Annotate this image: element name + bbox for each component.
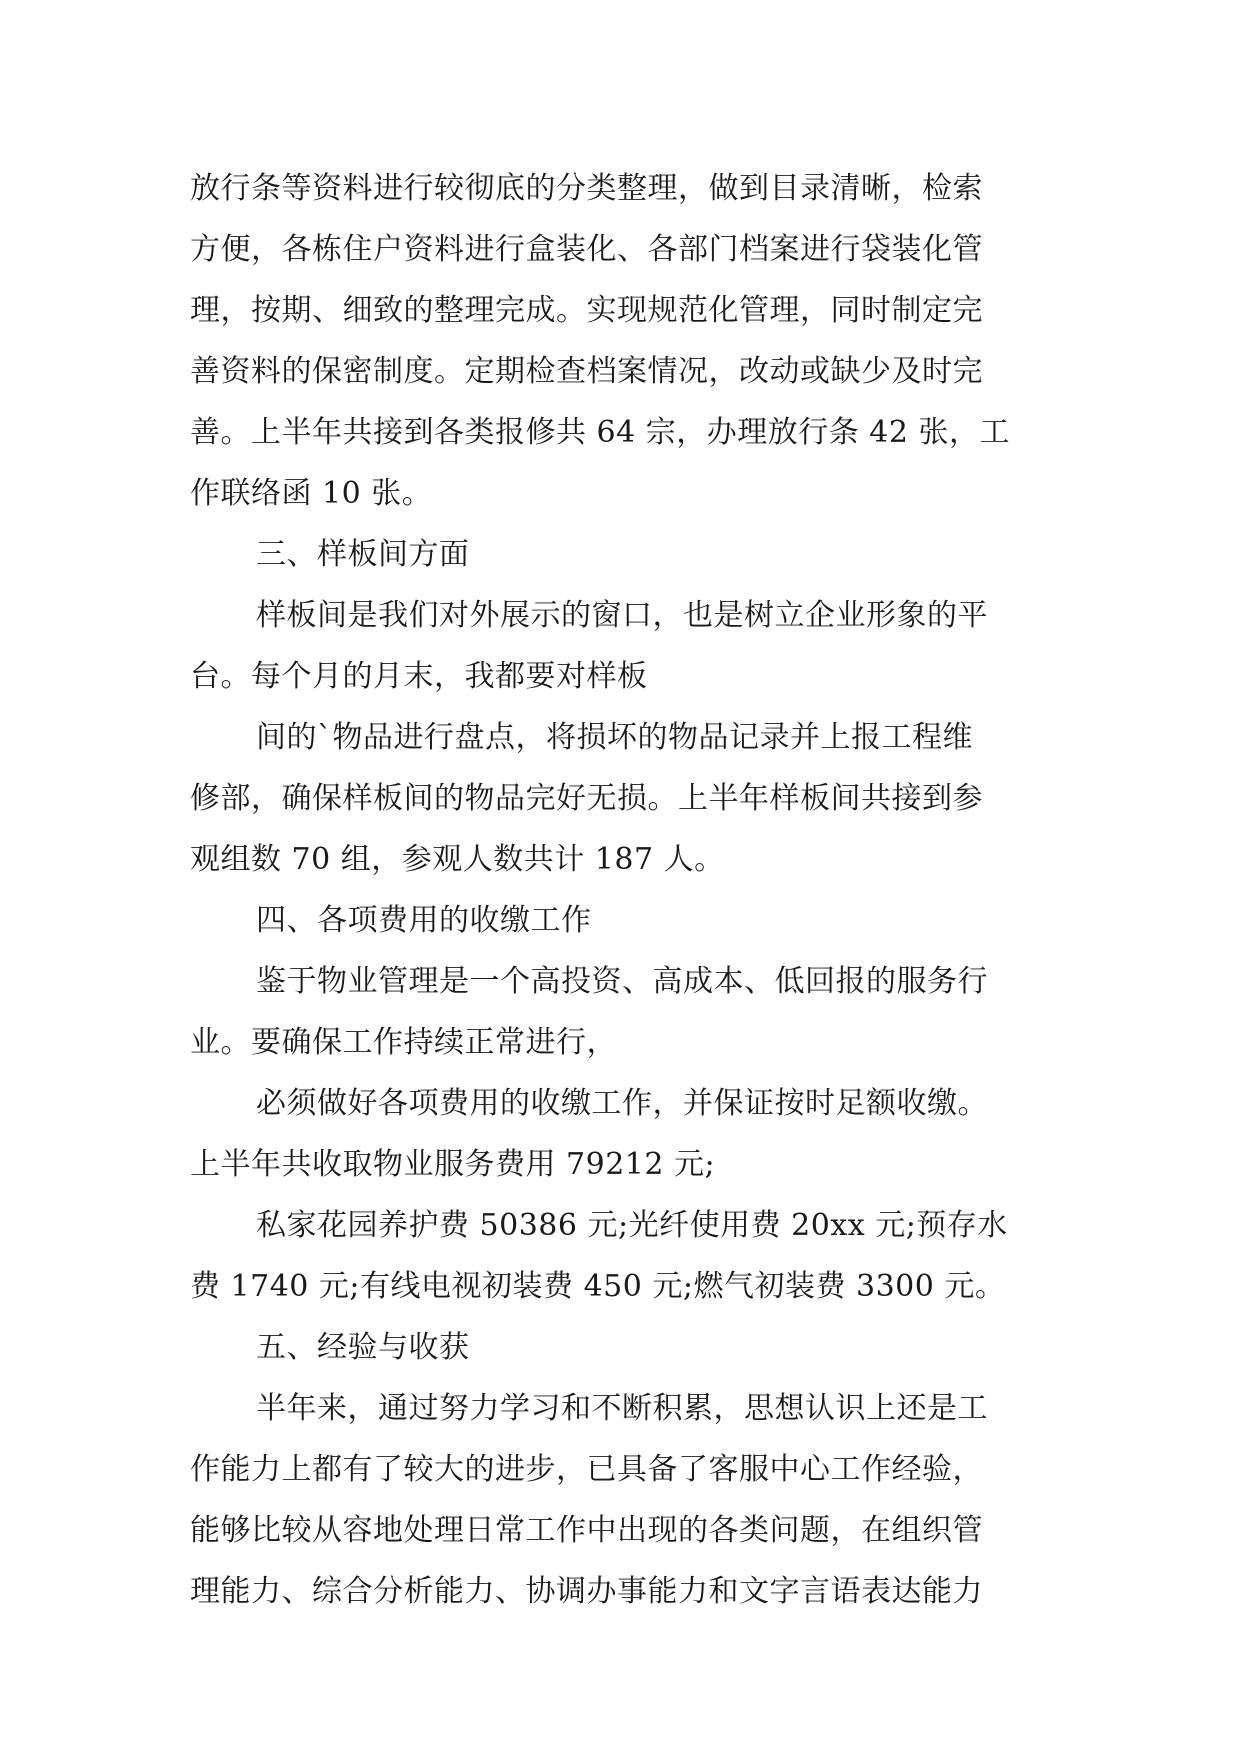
text-line: 半年来，通过努力学习和不断积累，思想认识上还是工 [256, 1391, 988, 1426]
text-line: 修部，确保样板间的物品完好无损。上半年样板间共接到参 [190, 781, 983, 816]
text-line: 样板间是我们对外展示的窗口，也是树立企业形象的平 [256, 598, 988, 633]
document-body [190, 158, 1070, 1622]
text-line: 放行条等资料进行较彻底的分类整理，做到目录清晰，检索 [190, 171, 983, 206]
text-line: 五、经验与收获 [256, 1330, 470, 1365]
text-line: 观组数 70 组，参观人数共计 187 人。 [190, 842, 725, 877]
text-line: 作联络函 10 张。 [190, 476, 433, 511]
text-line: 必须做好各项费用的收缴工作，并保证按时足额收缴。 [256, 1086, 988, 1121]
text-line: 理，按期、细致的整理完成。实现规范化管理，同时制定完 [190, 293, 983, 328]
text-line: 能够比较从容地处理日常工作中出现的各类问题，在组织管 [190, 1513, 983, 1548]
text-line: 四、各项费用的收缴工作 [256, 903, 592, 938]
text-line: 鉴于物业管理是一个高投资、高成本、低回报的服务行 [256, 964, 988, 999]
text-line: 上半年共收取物业服务费用 79212 元; [190, 1147, 716, 1182]
text-line: 业。要确保工作持续正常进行， [190, 1025, 617, 1060]
text-line: 私家花园养护费 50386 元;光纤使用费 20xx 元;预存水 [256, 1208, 1008, 1243]
text-line: 费 1740 元;有线电视初装费 450 元;燃气初装费 3300 元。 [190, 1269, 1006, 1304]
text-line: 方便，各栋住户资料进行盒装化、各部门档案进行袋装化管 [190, 232, 983, 267]
text-line: 善资料的保密制度。定期检查档案情况，改动或缺少及时完 [190, 354, 983, 389]
text-line: 理能力、综合分析能力、协调办事能力和文字言语表达能力 [190, 1574, 983, 1609]
text-line: 间的`物品进行盘点，将损坏的物品记录并上报工程维 [256, 720, 973, 755]
text-line: 善。上半年共接到各类报修共 64 宗，办理放行条 42 张，工 [190, 415, 1010, 450]
text-line: 台。每个月的月末，我都要对样板 [190, 659, 648, 694]
text-line: 作能力上都有了较大的进步，已具备了客服中心工作经验， [190, 1452, 983, 1487]
text-line: 三、样板间方面 [256, 537, 470, 572]
